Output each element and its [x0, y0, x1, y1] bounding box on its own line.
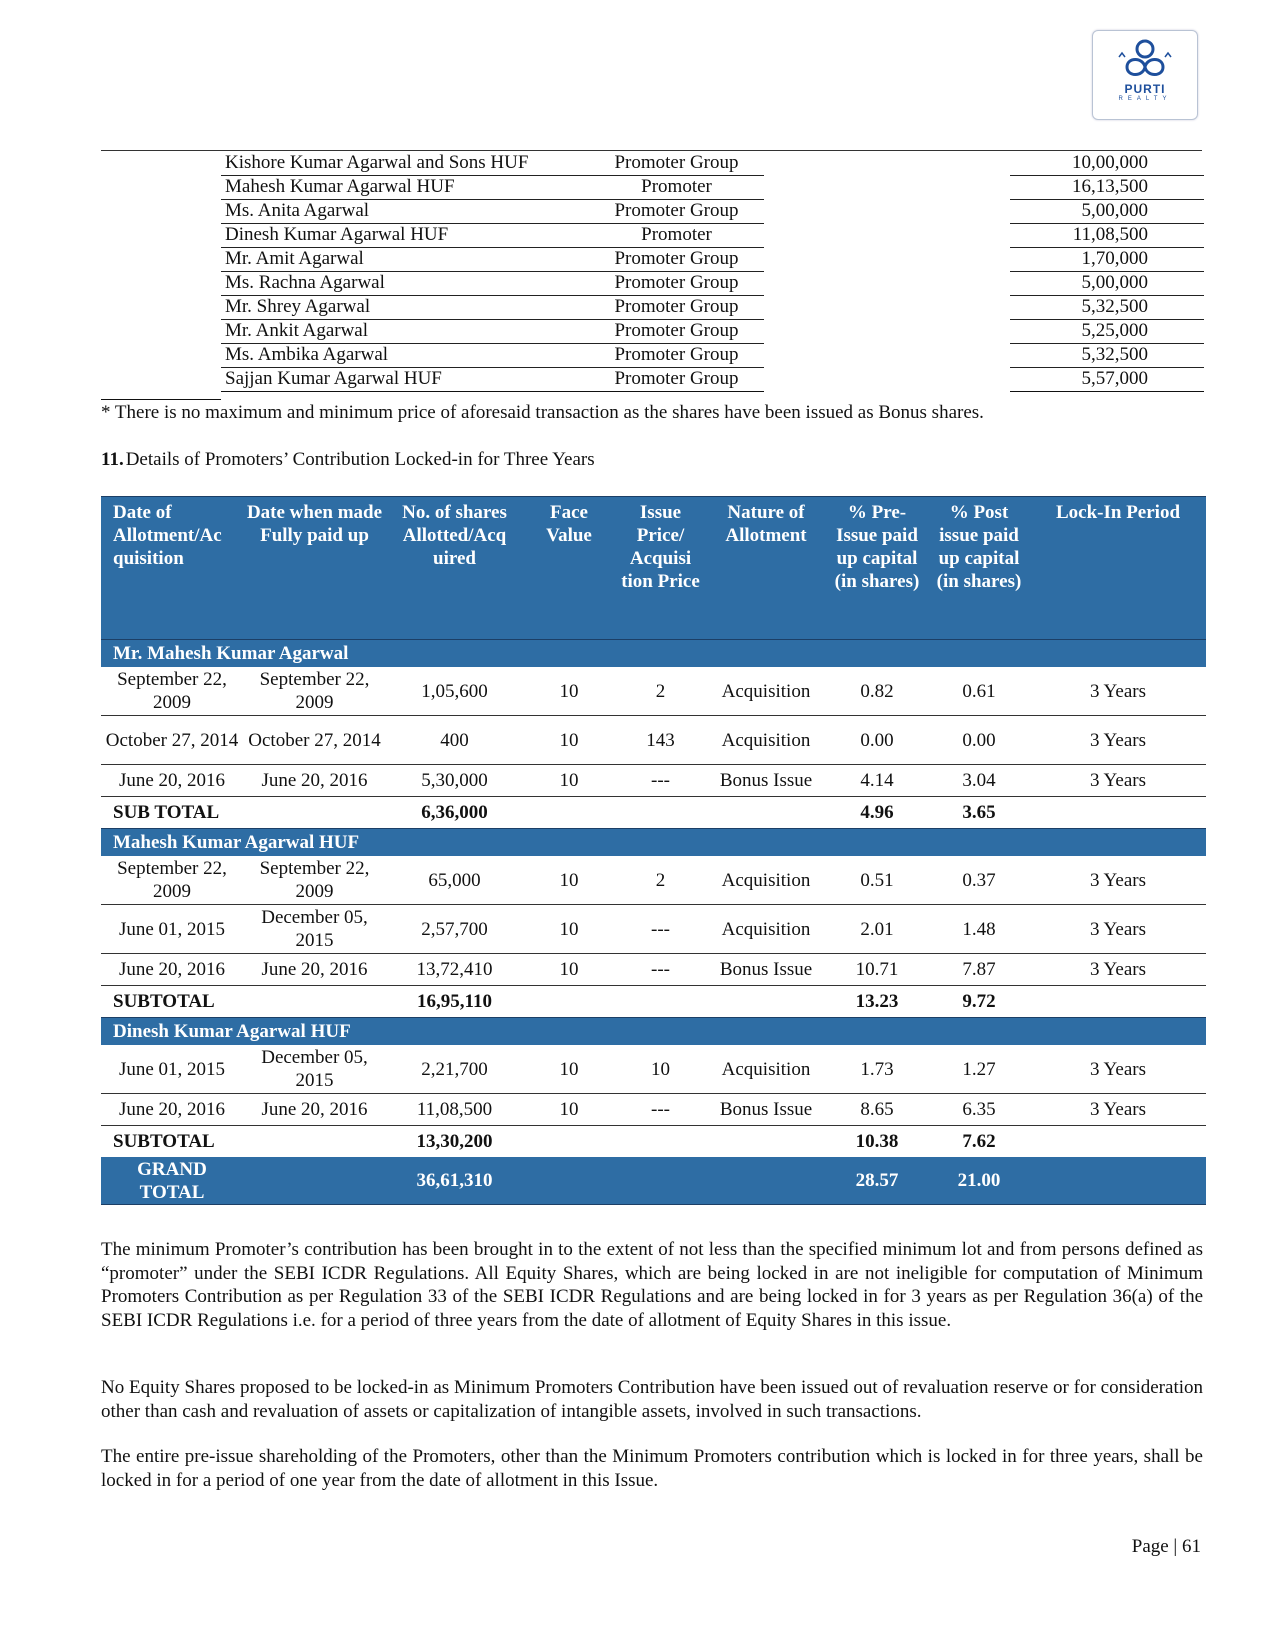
table-cell: 6.35 [928, 1094, 1030, 1126]
table-cell: September 22, 2009 [101, 856, 243, 905]
table-cell: 7.87 [928, 954, 1030, 986]
blank-cell [1030, 986, 1206, 1018]
holder-name: Mr. Ankit Agarwal [221, 319, 589, 343]
table-row [101, 905, 1206, 954]
table-cell: 0.61 [928, 667, 1030, 716]
table-cell: 65,000 [386, 856, 523, 905]
holder-category: Promoter Group [589, 199, 764, 223]
table-cell: 10 [523, 1094, 615, 1126]
paragraph: The minimum Promoter’s contribution has been brought in to the extent of not less than the specified minimum lot and from persons defined as “promoter” under the SEBI ICDR Regulations. All Equity Shares, which are being locked in are not ineligible for computation of Minimum Promoters Contribution as per Regulation 33 of the SEBI ICDR Regulations and are being locked in for 3 years as per Regulation 36(a) of the SEBI ICDR Regulations i.e. for a period of three years from the date of allotment of Equity Shares in this issue. [101, 1239, 1203, 1331]
table-cell: September 22, 2009 [243, 667, 386, 716]
table-cell: 3 Years [1030, 905, 1206, 954]
table-cell: June 20, 2016 [101, 1094, 243, 1126]
table-row [221, 223, 1204, 247]
col-header: Date of Allotment/Ac quisition [101, 497, 243, 640]
table-row [221, 367, 1204, 391]
table-cell: 0.00 [928, 716, 1030, 765]
col-header: Face Value [523, 497, 615, 640]
table-row [221, 199, 1204, 223]
paragraph: The entire pre-issue shareholding of the Promoters, other than the Minimum Promoters contribution which is locked in for three years, shall be locked in for a period of one year from the date of allotment in this Issue. [101, 1446, 1203, 1491]
table-cell: 2,21,700 [386, 1045, 523, 1094]
table-cell: June 20, 2016 [243, 1094, 386, 1126]
table-cell: 10.71 [826, 954, 928, 986]
holder-name: Ms. Rachna Agarwal [221, 271, 589, 295]
subtotal-pre: 4.96 [860, 802, 894, 823]
table-cell: June 20, 2016 [243, 765, 386, 797]
table-cell: Bonus Issue [706, 954, 826, 986]
table-cell: 5,30,000 [386, 765, 523, 797]
holder-shares: 5,25,000 [1010, 319, 1204, 343]
table-row [101, 954, 1206, 986]
table-cell: 2 [615, 856, 706, 905]
table-cell: September 22, 2009 [101, 667, 243, 716]
col-header: Issue Price/ Acquisi tion Price [615, 497, 706, 640]
table-cell: 0.00 [826, 716, 928, 765]
table-row [221, 271, 1204, 295]
page-number: Page | 61 [1131, 1536, 1201, 1557]
subtotal-pre: 10.38 [855, 1131, 899, 1152]
col-header: Date when made Fully paid up [243, 497, 386, 640]
table-cell: 400 [386, 716, 523, 765]
subtotal-label: SUB TOTAL [113, 802, 220, 823]
grand-total-post: 21.00 [928, 1157, 1030, 1205]
holder-category: Promoter Group [589, 367, 764, 391]
table-cell: October 27, 2014 [243, 716, 386, 765]
table-row [101, 1045, 1206, 1094]
promoter-name: Dinesh Kumar Agarwal HUF [101, 1018, 1206, 1046]
holder-category: Promoter Group [589, 151, 764, 175]
col-header: % Pre- Issue paid up capital (in shares) [826, 497, 928, 640]
table-cell: 4.14 [826, 765, 928, 797]
blank-cell [764, 319, 1010, 343]
table-cell: --- [615, 765, 706, 797]
table-row [101, 856, 1206, 905]
table-cell: 3 Years [1030, 765, 1206, 797]
holder-name: Ms. Anita Agarwal [221, 199, 589, 223]
logo-brand-text: PURTI [1124, 82, 1166, 96]
holder-shares: 5,00,000 [1010, 271, 1204, 295]
holder-category: Promoter [589, 223, 764, 247]
table-cell: Acquisition [706, 667, 826, 716]
blank-cell [764, 151, 1010, 175]
table-row [221, 319, 1204, 343]
subtotal-row [101, 1126, 1206, 1158]
subtotal-row [101, 986, 1206, 1018]
section-number: 11. [101, 449, 124, 470]
table-cell: September 22, 2009 [243, 856, 386, 905]
table-row [221, 343, 1204, 367]
table-cell: June 20, 2016 [243, 954, 386, 986]
table-cell: Bonus Issue [706, 765, 826, 797]
table-cell: 2.01 [826, 905, 928, 954]
table-cell: Acquisition [706, 856, 826, 905]
holder-shares: 5,00,000 [1010, 199, 1204, 223]
table-cell: 3 Years [1030, 856, 1206, 905]
table-row [101, 765, 1206, 797]
table-cell: 0.82 [826, 667, 928, 716]
table-cell: 10 [523, 1045, 615, 1094]
promoter-name: Mr. Mahesh Kumar Agarwal [101, 640, 1206, 668]
col-header: % Post issue paid up capital (in shares) [928, 497, 1030, 640]
table-cell: 1.73 [826, 1045, 928, 1094]
blank-cell [764, 295, 1010, 319]
subtotal-shares: 6,36,000 [421, 802, 488, 823]
table-cell: June 20, 2016 [101, 954, 243, 986]
table-cell: Acquisition [706, 716, 826, 765]
holder-category: Promoter Group [589, 271, 764, 295]
table-cell: 2 [615, 667, 706, 716]
holder-name: Kishore Kumar Agarwal and Sons HUF [221, 151, 589, 175]
footnote: * There is no maximum and minimum price of aforesaid transaction as the shares have been issued as Bonus shares. [101, 402, 984, 423]
table-cell: 3 Years [1030, 667, 1206, 716]
table-cell: 2,57,700 [386, 905, 523, 954]
blank-cell [764, 247, 1010, 271]
blank-cell [1030, 797, 1206, 829]
promoter-name: Mahesh Kumar Agarwal HUF [101, 829, 1206, 857]
holder-name: Sajjan Kumar Agarwal HUF [221, 367, 589, 391]
holder-name: Dinesh Kumar Agarwal HUF [221, 223, 589, 247]
subtotal-row [101, 797, 1206, 829]
promoter-section-row [101, 640, 1206, 668]
table-cell: 10 [523, 765, 615, 797]
blank-cell [243, 1157, 386, 1205]
table-cell: December 05, 2015 [243, 905, 386, 954]
table-cell: --- [615, 1094, 706, 1126]
subtotal-label: SUBTOTAL [113, 1131, 215, 1152]
holder-name: Ms. Ambika Agarwal [221, 343, 589, 367]
table-header-row [101, 497, 1206, 640]
holder-category: Promoter Group [589, 319, 764, 343]
grand-total-label: GRAND TOTAL [101, 1157, 243, 1205]
table-cell: 1.27 [928, 1045, 1030, 1094]
holder-shares: 11,08,500 [1010, 223, 1204, 247]
table-cell: 10 [523, 856, 615, 905]
subtotal-shares: 13,30,200 [416, 1131, 493, 1152]
blank-cell [764, 175, 1010, 199]
table-cell: 10 [615, 1045, 706, 1094]
table-cell: 8.65 [826, 1094, 928, 1126]
table-row [101, 1094, 1206, 1126]
grand-total-row [101, 1157, 1206, 1205]
table-cell: 1,05,600 [386, 667, 523, 716]
subtotal-post: 3.65 [962, 802, 996, 823]
blank-cell [764, 343, 1010, 367]
subtotal-label: SUBTOTAL [113, 991, 215, 1012]
subtotal-shares: 16,95,110 [417, 991, 492, 1012]
promoter-section-row [101, 1018, 1206, 1046]
table-cell: 0.37 [928, 856, 1030, 905]
blank-cell [764, 271, 1010, 295]
blank-cell [764, 367, 1010, 391]
table-row [221, 151, 1204, 175]
holder-category: Promoter Group [589, 343, 764, 367]
holder-shares: 1,70,000 [1010, 247, 1204, 271]
footnote-rule [101, 399, 221, 400]
holder-shares: 5,32,500 [1010, 343, 1204, 367]
col-header: No. of shares Allotted/Acq uired [386, 497, 523, 640]
table-cell: 10 [523, 954, 615, 986]
table-cell: 10 [523, 716, 615, 765]
logo-sub-text: REALTY [1118, 96, 1172, 102]
table-cell: 1.48 [928, 905, 1030, 954]
table-cell: 3 Years [1030, 716, 1206, 765]
blank-cell [764, 199, 1010, 223]
table-cell: 3 Years [1030, 1094, 1206, 1126]
table-cell: June 01, 2015 [101, 1045, 243, 1094]
table-cell: June 20, 2016 [101, 765, 243, 797]
holder-name: Mr. Amit Agarwal [221, 247, 589, 271]
holder-name: Mahesh Kumar Agarwal HUF [221, 175, 589, 199]
table-cell: 10 [523, 667, 615, 716]
table-cell: 143 [615, 716, 706, 765]
holder-shares: 5,32,500 [1010, 295, 1204, 319]
blank-cell [523, 1126, 826, 1158]
table-cell: 11,08,500 [386, 1094, 523, 1126]
table-cell: 13,72,410 [386, 954, 523, 986]
section-heading [101, 449, 595, 471]
table-cell: 10 [523, 905, 615, 954]
col-header: Nature of Allotment [706, 497, 826, 640]
paragraph: No Equity Shares proposed to be locked-in as Minimum Promoters Contribution have been issued out of revaluation reserve or for consideration other than cash and revaluation of assets or capitalization of intangible assets, involved in such transactions. [101, 1377, 1203, 1422]
holder-name: Mr. Shrey Agarwal [221, 295, 589, 319]
table-row [221, 295, 1204, 319]
holder-category: Promoter Group [589, 295, 764, 319]
table-cell: --- [615, 954, 706, 986]
blank-cell [523, 986, 826, 1018]
blank-cell [1030, 1157, 1206, 1205]
lockin-table [101, 496, 1206, 1205]
blank-cell [764, 223, 1010, 247]
grand-total-pre: 28.57 [826, 1157, 928, 1205]
grand-total-shares: 36,61,310 [386, 1157, 523, 1205]
table-cell: 0.51 [826, 856, 928, 905]
blank-cell [523, 1157, 826, 1205]
purti-emblem-icon [1115, 37, 1175, 81]
blank-cell [1030, 1126, 1206, 1158]
company-logo [1092, 30, 1198, 120]
table-cell: Acquisition [706, 1045, 826, 1094]
table-cell: December 05, 2015 [243, 1045, 386, 1094]
table-cell: Bonus Issue [706, 1094, 826, 1126]
promoter-section-row [101, 829, 1206, 857]
subtotal-pre: 13.23 [855, 991, 899, 1012]
promoter-holding-table [221, 151, 1204, 392]
table-row [101, 667, 1206, 716]
table-cell: June 01, 2015 [101, 905, 243, 954]
table-cell: 3 Years [1030, 1045, 1206, 1094]
holder-shares: 10,00,000 [1010, 151, 1204, 175]
subtotal-post: 9.72 [962, 991, 996, 1012]
table-row [221, 175, 1204, 199]
holder-category: Promoter Group [589, 247, 764, 271]
blank-cell [523, 797, 826, 829]
table-cell: Acquisition [706, 905, 826, 954]
table-cell: 3 Years [1030, 954, 1206, 986]
table-cell: --- [615, 905, 706, 954]
holder-category: Promoter [589, 175, 764, 199]
holder-shares: 16,13,500 [1010, 175, 1204, 199]
subtotal-post: 7.62 [962, 1131, 996, 1152]
table-cell: 3.04 [928, 765, 1030, 797]
col-header: Lock-In Period [1030, 497, 1206, 640]
section-title: Details of Promoters’ Contribution Locked-in for Three Years [125, 449, 595, 470]
holder-shares: 5,57,000 [1010, 367, 1204, 391]
table-row [221, 247, 1204, 271]
table-cell: October 27, 2014 [101, 716, 243, 765]
table-row [101, 716, 1206, 765]
